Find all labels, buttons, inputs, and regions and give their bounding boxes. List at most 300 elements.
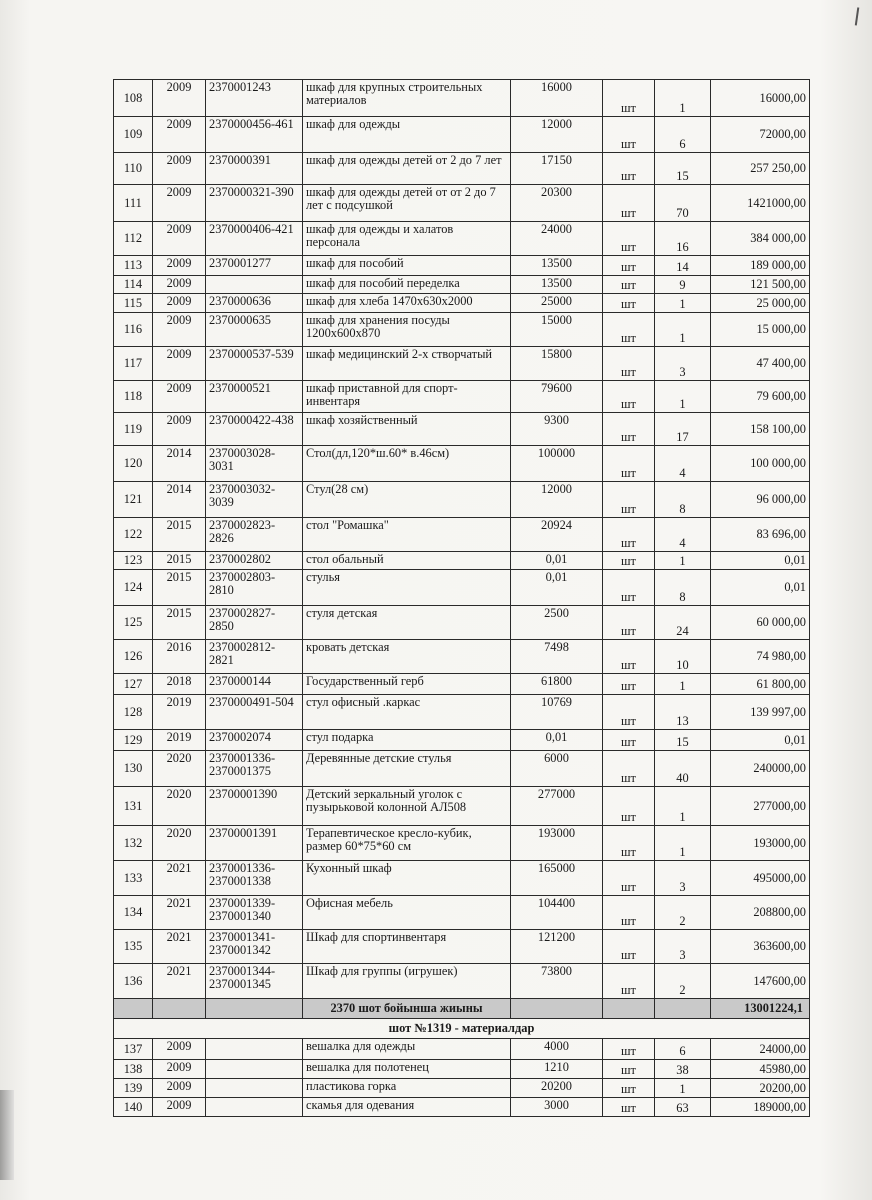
row-year: 2021 (153, 896, 206, 930)
section-header-row (114, 1019, 810, 1039)
row-sum: 60 000,00 (711, 606, 810, 640)
row-price: 20200 (511, 1079, 603, 1098)
row-year: 2009 (153, 153, 206, 185)
row-price: 12000 (511, 482, 603, 518)
row-unit: шт (603, 964, 655, 999)
row-number: 135 (114, 930, 153, 964)
row-inventory-code: 2370000456-461 (206, 117, 303, 153)
row-unit: шт (603, 896, 655, 930)
row-sum: 193000,00 (711, 826, 810, 861)
row-price: 13500 (511, 256, 603, 276)
row-inventory-code: 2370002803-2810 (206, 570, 303, 606)
row-inventory-code (206, 1039, 303, 1060)
row-inventory-code (206, 1079, 303, 1098)
row-inventory-code: 2370000636 (206, 294, 303, 313)
row-number: 116 (114, 313, 153, 347)
row-year: 2021 (153, 964, 206, 999)
row-inventory-code: 2370002823-2826 (206, 518, 303, 552)
row-number: 114 (114, 276, 153, 294)
table-row (114, 381, 810, 413)
row-unit: шт (603, 313, 655, 347)
row-year: 2009 (153, 1079, 206, 1098)
table-row (114, 1060, 810, 1079)
row-unit: шт (603, 1060, 655, 1079)
row-number: 121 (114, 482, 153, 518)
row-year: 2009 (153, 185, 206, 222)
row-inventory-code: 2370000406-421 (206, 222, 303, 256)
row-number: 130 (114, 751, 153, 787)
row-inventory-code: 2370000491-504 (206, 695, 303, 730)
table-row (114, 826, 810, 861)
row-quantity: 1 (655, 294, 711, 313)
row-price: 9300 (511, 413, 603, 446)
row-item-name: Стол(дл,120*ш.60* в.46см) (303, 446, 511, 482)
row-sum: 208800,00 (711, 896, 810, 930)
row-inventory-code: 23700001390 (206, 787, 303, 826)
row-item-name: скамья для одевания (303, 1098, 511, 1117)
row-item-name: Офисная мебель (303, 896, 511, 930)
row-inventory-code (206, 1098, 303, 1117)
row-sum: 0,01 (711, 570, 810, 606)
row-sum: 257 250,00 (711, 153, 810, 185)
row-quantity: 3 (655, 347, 711, 381)
row-year: 2009 (153, 347, 206, 381)
row-quantity: 13 (655, 695, 711, 730)
row-price: 0,01 (511, 730, 603, 751)
row-price: 3000 (511, 1098, 603, 1117)
row-price: 100000 (511, 446, 603, 482)
total-blank-cell (655, 999, 711, 1019)
row-price: 0,01 (511, 570, 603, 606)
total-blank-cell (153, 999, 206, 1019)
row-price: 1210 (511, 1060, 603, 1079)
table-row (114, 313, 810, 347)
row-year: 2009 (153, 256, 206, 276)
row-unit: шт (603, 276, 655, 294)
row-item-name: вешалка для полотенец (303, 1060, 511, 1079)
row-year: 2021 (153, 861, 206, 896)
total-block (114, 999, 810, 1039)
row-number: 112 (114, 222, 153, 256)
inventory-rows (114, 80, 810, 999)
row-number: 127 (114, 674, 153, 695)
row-sum: 147600,00 (711, 964, 810, 999)
row-sum: 100 000,00 (711, 446, 810, 482)
row-sum: 83 696,00 (711, 518, 810, 552)
row-unit: шт (603, 640, 655, 674)
row-item-name: стуля детская (303, 606, 511, 640)
row-quantity: 6 (655, 1039, 711, 1060)
row-year: 2019 (153, 730, 206, 751)
total-blank-cell (511, 999, 603, 1019)
row-year: 2020 (153, 826, 206, 861)
row-quantity: 8 (655, 482, 711, 518)
table-row (114, 930, 810, 964)
row-item-name: Шкаф для группы (игрушек) (303, 964, 511, 999)
table-row (114, 276, 810, 294)
row-price: 73800 (511, 964, 603, 999)
table-row (114, 730, 810, 751)
table-row (114, 570, 810, 606)
table-row (114, 861, 810, 896)
row-item-name: шкаф для пособий (303, 256, 511, 276)
table-row (114, 552, 810, 570)
row-item-name: шкаф медицинский 2-х створчатый (303, 347, 511, 381)
row-unit: шт (603, 787, 655, 826)
row-unit: шт (603, 153, 655, 185)
total-sum: 13001224,1 (711, 999, 810, 1019)
row-unit: шт (603, 730, 655, 751)
table-row (114, 787, 810, 826)
row-number: 118 (114, 381, 153, 413)
row-number: 122 (114, 518, 153, 552)
row-year: 2021 (153, 930, 206, 964)
row-year: 2009 (153, 1039, 206, 1060)
row-number: 132 (114, 826, 153, 861)
row-quantity: 15 (655, 730, 711, 751)
row-quantity: 2 (655, 964, 711, 999)
row-sum: 363600,00 (711, 930, 810, 964)
row-number: 108 (114, 80, 153, 117)
row-inventory-code: 2370000521 (206, 381, 303, 413)
row-quantity: 8 (655, 570, 711, 606)
table-row (114, 640, 810, 674)
row-item-name: кровать детская (303, 640, 511, 674)
row-price: 15800 (511, 347, 603, 381)
row-sum: 277000,00 (711, 787, 810, 826)
row-inventory-code: 2370003032-3039 (206, 482, 303, 518)
row-sum: 24000,00 (711, 1039, 810, 1060)
table-row (114, 674, 810, 695)
table-row (114, 1079, 810, 1098)
row-price: 165000 (511, 861, 603, 896)
row-price: 2500 (511, 606, 603, 640)
row-item-name: Деревянные детские стулья (303, 751, 511, 787)
row-inventory-code: 2370001341-2370001342 (206, 930, 303, 964)
row-inventory-code: 2370000144 (206, 674, 303, 695)
row-item-name: стул подарка (303, 730, 511, 751)
row-inventory-code: 2370000321-390 (206, 185, 303, 222)
row-price: 7498 (511, 640, 603, 674)
row-quantity: 70 (655, 185, 711, 222)
row-number: 129 (114, 730, 153, 751)
table-row (114, 751, 810, 787)
row-year: 2009 (153, 313, 206, 347)
row-unit: шт (603, 381, 655, 413)
row-unit: шт (603, 751, 655, 787)
row-unit: шт (603, 1039, 655, 1060)
row-inventory-code (206, 276, 303, 294)
row-item-name: Государственный герб (303, 674, 511, 695)
table-row (114, 446, 810, 482)
row-quantity: 1 (655, 787, 711, 826)
row-price: 104400 (511, 896, 603, 930)
row-item-name: шкаф для крупных строительных материалов (303, 80, 511, 117)
row-unit: шт (603, 185, 655, 222)
row-price: 79600 (511, 381, 603, 413)
row-inventory-code: 2370001277 (206, 256, 303, 276)
row-quantity: 2 (655, 896, 711, 930)
row-quantity: 1 (655, 313, 711, 347)
row-sum: 1421000,00 (711, 185, 810, 222)
row-quantity: 9 (655, 276, 711, 294)
table-row (114, 896, 810, 930)
row-inventory-code: 2370000537-539 (206, 347, 303, 381)
row-sum: 15 000,00 (711, 313, 810, 347)
row-number: 138 (114, 1060, 153, 1079)
row-item-name: Терапевтическое кресло-кубик, размер 60*75*60 см (303, 826, 511, 861)
row-sum: 25 000,00 (711, 294, 810, 313)
row-year: 2009 (153, 1060, 206, 1079)
row-sum: 158 100,00 (711, 413, 810, 446)
row-inventory-code: 2370003028-3031 (206, 446, 303, 482)
row-item-name: шкаф для одежды детей от 2 до 7 лет (303, 153, 511, 185)
row-quantity: 4 (655, 446, 711, 482)
row-item-name: шкаф приставной для спорт-инвентаря (303, 381, 511, 413)
row-number: 126 (114, 640, 153, 674)
row-price: 6000 (511, 751, 603, 787)
row-price: 0,01 (511, 552, 603, 570)
row-quantity: 1 (655, 674, 711, 695)
row-quantity: 1 (655, 80, 711, 117)
table-row (114, 117, 810, 153)
row-sum: 240000,00 (711, 751, 810, 787)
row-number: 111 (114, 185, 153, 222)
row-item-name: шкаф для хлеба 1470х630х2000 (303, 294, 511, 313)
table-row (114, 347, 810, 381)
row-sum: 61 800,00 (711, 674, 810, 695)
row-sum: 16000,00 (711, 80, 810, 117)
row-sum: 96 000,00 (711, 482, 810, 518)
row-unit: шт (603, 930, 655, 964)
row-quantity: 38 (655, 1060, 711, 1079)
row-inventory-code: 2370001243 (206, 80, 303, 117)
row-unit: шт (603, 222, 655, 256)
row-number: 117 (114, 347, 153, 381)
row-price: 20300 (511, 185, 603, 222)
row-sum: 495000,00 (711, 861, 810, 896)
scan-edge-shadow (0, 1090, 14, 1180)
row-number: 124 (114, 570, 153, 606)
row-inventory-code: 2370000635 (206, 313, 303, 347)
row-price: 10769 (511, 695, 603, 730)
scan-edge-mark (855, 7, 867, 26)
row-unit: шт (603, 695, 655, 730)
row-price: 25000 (511, 294, 603, 313)
row-sum: 45980,00 (711, 1060, 810, 1079)
row-sum: 74 980,00 (711, 640, 810, 674)
row-quantity: 1 (655, 552, 711, 570)
row-sum: 72000,00 (711, 117, 810, 153)
table-row (114, 222, 810, 256)
row-quantity: 16 (655, 222, 711, 256)
material-rows (114, 1039, 810, 1117)
row-inventory-code: 2370001344-2370001345 (206, 964, 303, 999)
row-sum: 139 997,00 (711, 695, 810, 730)
row-number: 136 (114, 964, 153, 999)
row-inventory-code: 2370001336-2370001338 (206, 861, 303, 896)
table-row (114, 153, 810, 185)
row-year: 2016 (153, 640, 206, 674)
row-price: 4000 (511, 1039, 603, 1060)
row-year: 2009 (153, 381, 206, 413)
row-inventory-code: 2370000391 (206, 153, 303, 185)
row-unit: шт (603, 861, 655, 896)
row-year: 2015 (153, 606, 206, 640)
table-row (114, 482, 810, 518)
table-row (114, 1039, 810, 1060)
row-number: 131 (114, 787, 153, 826)
row-sum: 0,01 (711, 730, 810, 751)
row-unit: шт (603, 80, 655, 117)
row-year: 2019 (153, 695, 206, 730)
row-item-name: стол обальный (303, 552, 511, 570)
row-unit: шт (603, 1098, 655, 1117)
row-price: 193000 (511, 826, 603, 861)
table-row (114, 606, 810, 640)
row-inventory-code (206, 1060, 303, 1079)
row-item-name: шкаф для одежды детей от от 2 до 7 лет с подсушкой (303, 185, 511, 222)
row-item-name: стулья (303, 570, 511, 606)
row-item-name: шкаф для пособий переделка (303, 276, 511, 294)
row-sum: 20200,00 (711, 1079, 810, 1098)
section-header: шот №1319 - материалдар (114, 1019, 810, 1039)
row-item-name: Кухонный шкаф (303, 861, 511, 896)
row-unit: шт (603, 117, 655, 153)
row-number: 137 (114, 1039, 153, 1060)
row-inventory-code: 2370002802 (206, 552, 303, 570)
row-unit: шт (603, 552, 655, 570)
row-price: 17150 (511, 153, 603, 185)
row-sum: 384 000,00 (711, 222, 810, 256)
table-row (114, 964, 810, 999)
row-unit: шт (603, 826, 655, 861)
row-unit: шт (603, 347, 655, 381)
row-quantity: 24 (655, 606, 711, 640)
row-year: 2018 (153, 674, 206, 695)
row-quantity: 17 (655, 413, 711, 446)
total-blank-cell (603, 999, 655, 1019)
row-year: 2009 (153, 222, 206, 256)
row-year: 2020 (153, 751, 206, 787)
row-price: 15000 (511, 313, 603, 347)
row-year: 2015 (153, 570, 206, 606)
row-price: 16000 (511, 80, 603, 117)
row-number: 133 (114, 861, 153, 896)
row-unit: шт (603, 1079, 655, 1098)
total-label: 2370 шот бойынша жиыны (303, 999, 511, 1019)
table-row (114, 518, 810, 552)
row-inventory-code: 2370002812-2821 (206, 640, 303, 674)
row-quantity: 63 (655, 1098, 711, 1117)
row-year: 2015 (153, 518, 206, 552)
total-row (114, 999, 810, 1019)
row-year: 2009 (153, 294, 206, 313)
table-row (114, 695, 810, 730)
row-quantity: 3 (655, 861, 711, 896)
row-year: 2009 (153, 276, 206, 294)
row-price: 24000 (511, 222, 603, 256)
row-year: 2009 (153, 413, 206, 446)
row-price: 61800 (511, 674, 603, 695)
row-price: 121200 (511, 930, 603, 964)
row-price: 13500 (511, 276, 603, 294)
row-number: 120 (114, 446, 153, 482)
row-number: 139 (114, 1079, 153, 1098)
row-unit: шт (603, 606, 655, 640)
row-price: 12000 (511, 117, 603, 153)
row-price: 277000 (511, 787, 603, 826)
total-blank-cell (206, 999, 303, 1019)
row-year: 2014 (153, 446, 206, 482)
row-number: 119 (114, 413, 153, 446)
row-unit: шт (603, 482, 655, 518)
total-blank-cell (114, 999, 153, 1019)
table-row (114, 185, 810, 222)
row-quantity: 1 (655, 381, 711, 413)
row-item-name: шкаф для одежды и халатов персонала (303, 222, 511, 256)
inventory-table (113, 79, 810, 1117)
row-item-name: шкаф для одежды (303, 117, 511, 153)
row-inventory-code: 2370001336-2370001375 (206, 751, 303, 787)
row-number: 113 (114, 256, 153, 276)
row-sum: 189000,00 (711, 1098, 810, 1117)
row-year: 2009 (153, 117, 206, 153)
row-unit: шт (603, 570, 655, 606)
row-sum: 189 000,00 (711, 256, 810, 276)
row-number: 115 (114, 294, 153, 313)
row-price: 20924 (511, 518, 603, 552)
row-item-name: пластикова горка (303, 1079, 511, 1098)
row-item-name: шкаф хозяйственный (303, 413, 511, 446)
table-row (114, 80, 810, 117)
row-sum: 121 500,00 (711, 276, 810, 294)
row-inventory-code: 2370002827-2850 (206, 606, 303, 640)
table-row (114, 1098, 810, 1117)
row-unit: шт (603, 674, 655, 695)
row-quantity: 1 (655, 826, 711, 861)
row-item-name: вешалка для одежды (303, 1039, 511, 1060)
row-item-name: стул офисный .каркас (303, 695, 511, 730)
row-unit: шт (603, 413, 655, 446)
row-quantity: 6 (655, 117, 711, 153)
row-number: 110 (114, 153, 153, 185)
row-year: 2009 (153, 80, 206, 117)
row-item-name: Шкаф для спортинвентаря (303, 930, 511, 964)
row-year: 2014 (153, 482, 206, 518)
row-year: 2015 (153, 552, 206, 570)
row-year: 2020 (153, 787, 206, 826)
row-quantity: 3 (655, 930, 711, 964)
row-quantity: 40 (655, 751, 711, 787)
table-row (114, 294, 810, 313)
row-quantity: 14 (655, 256, 711, 276)
row-number: 128 (114, 695, 153, 730)
row-item-name: стол "Ромашка" (303, 518, 511, 552)
row-inventory-code: 23700001391 (206, 826, 303, 861)
row-inventory-code: 2370002074 (206, 730, 303, 751)
row-number: 125 (114, 606, 153, 640)
row-number: 140 (114, 1098, 153, 1117)
row-year: 2009 (153, 1098, 206, 1117)
row-item-name: Стул(28 см) (303, 482, 511, 518)
table-row (114, 413, 810, 446)
row-quantity: 10 (655, 640, 711, 674)
row-unit: шт (603, 294, 655, 313)
row-number: 109 (114, 117, 153, 153)
row-unit: шт (603, 518, 655, 552)
row-number: 123 (114, 552, 153, 570)
